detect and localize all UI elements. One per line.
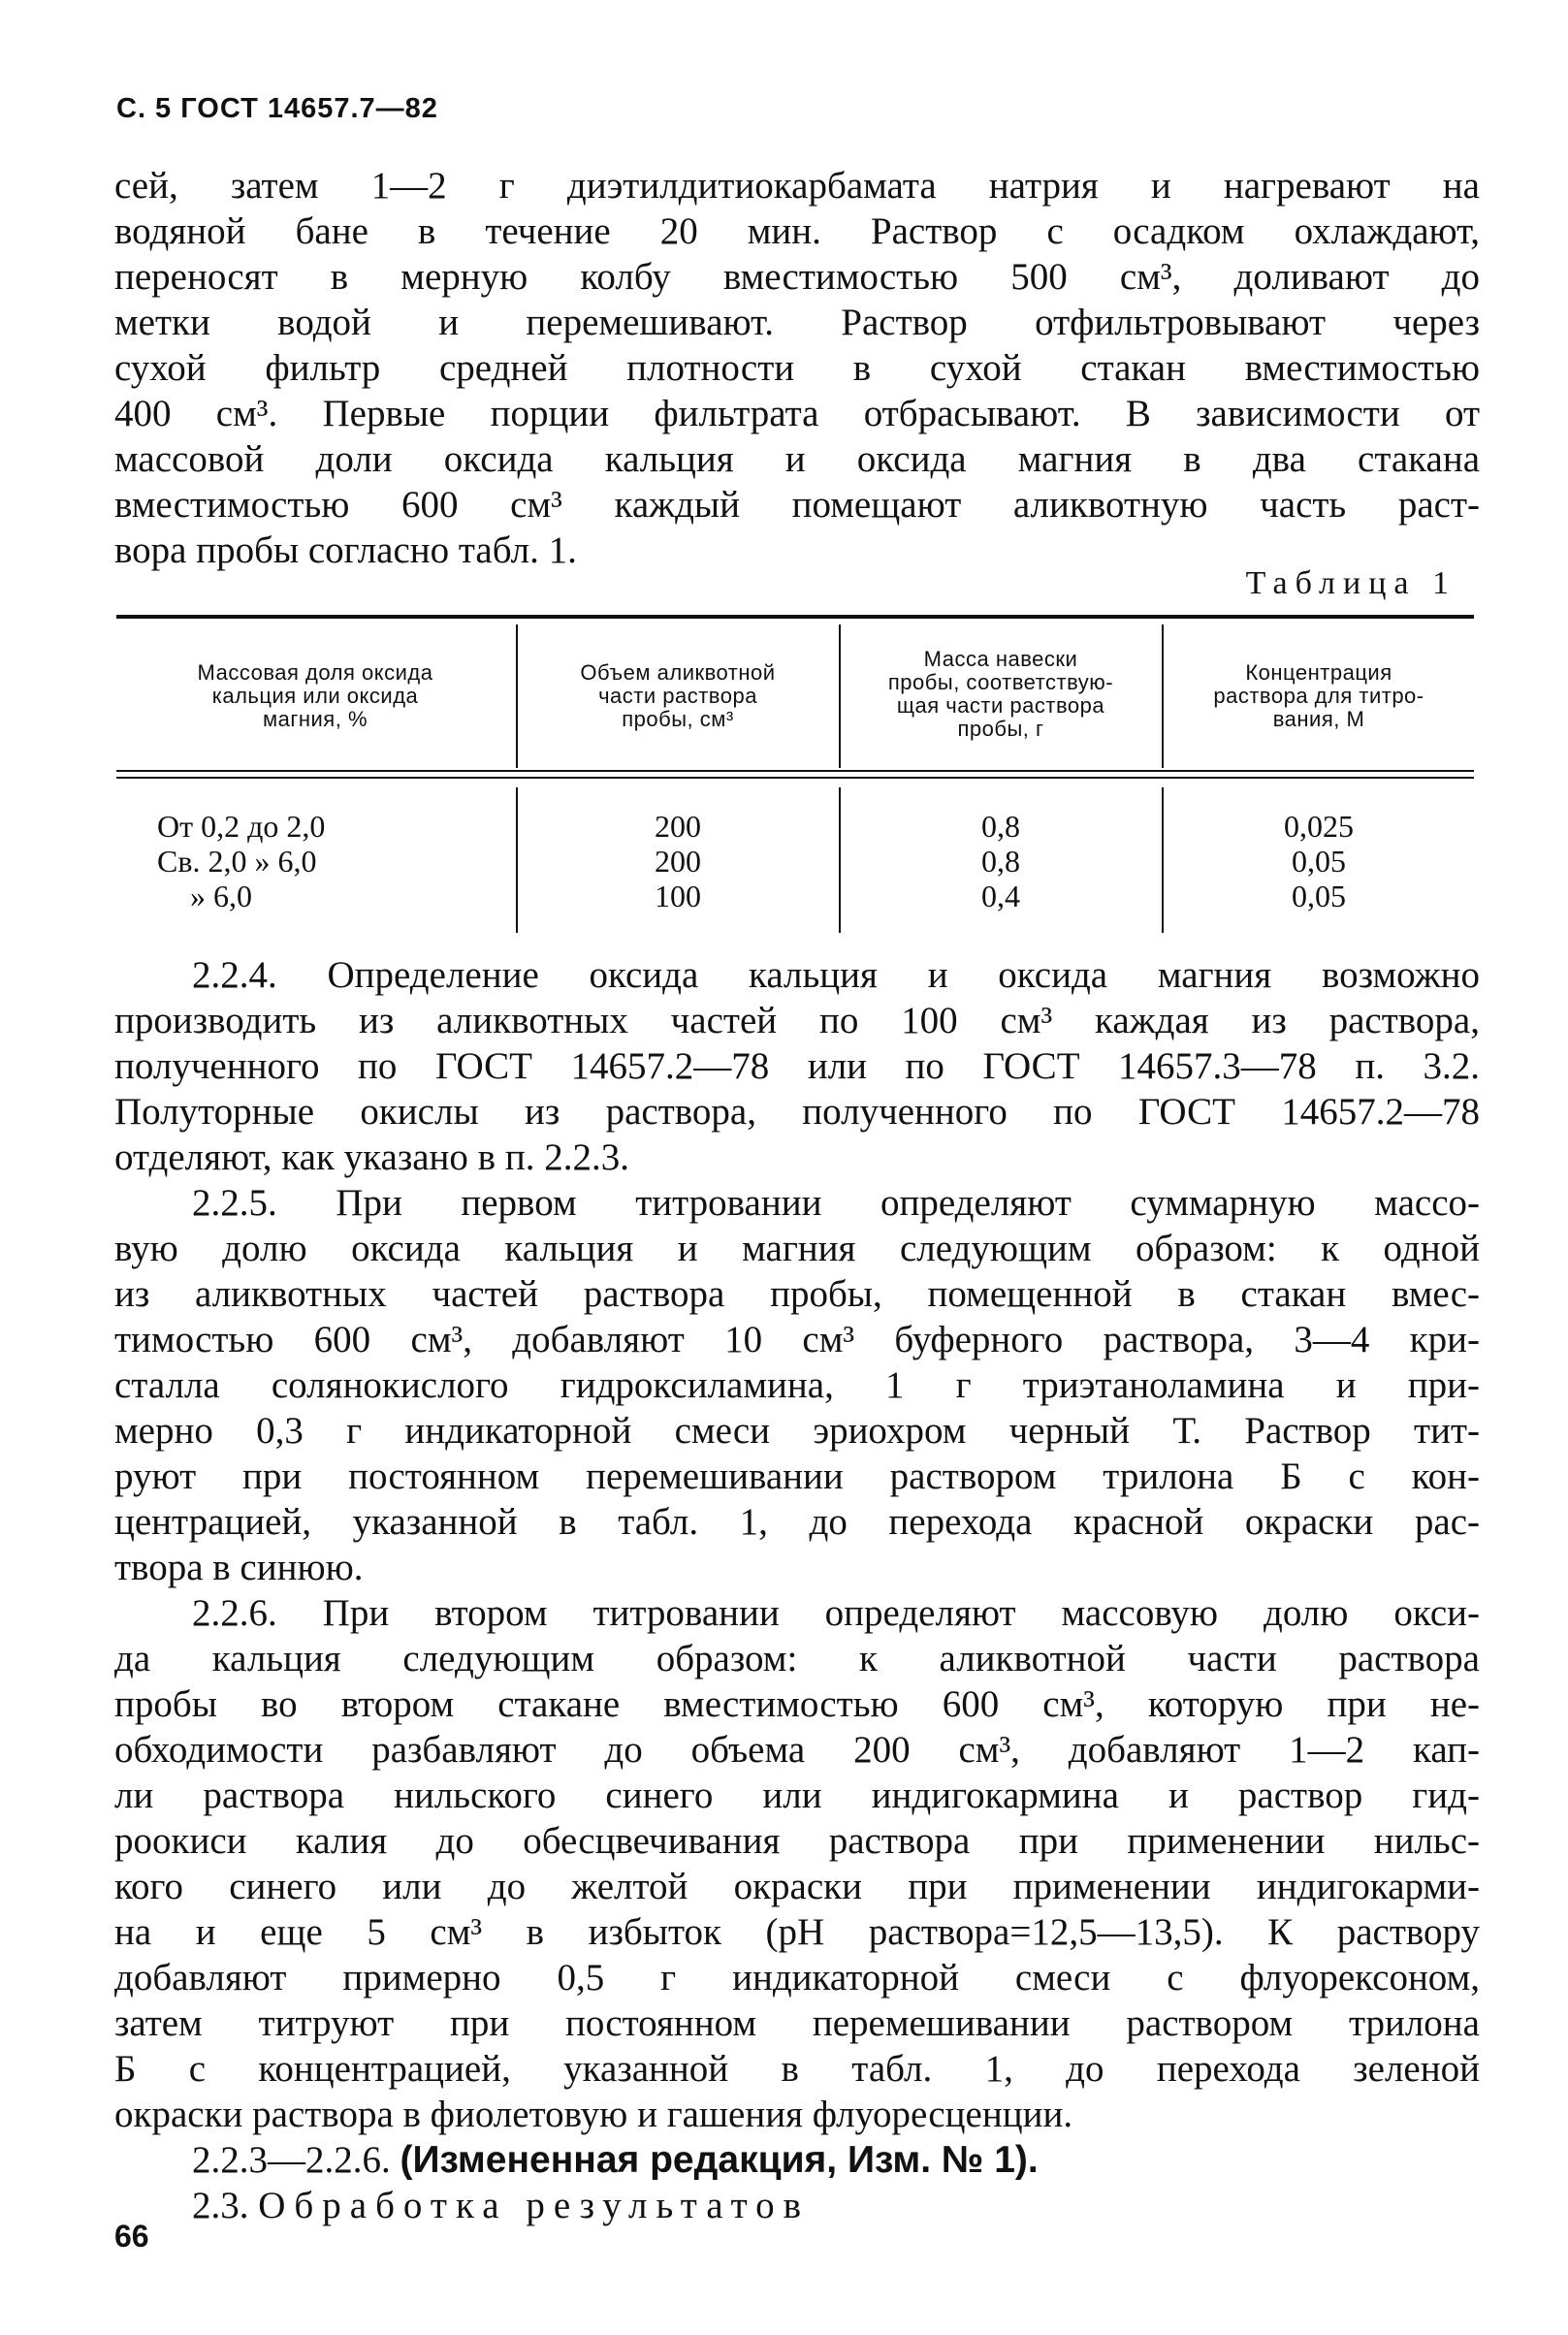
text-line: вместимостью 600 см³ каждый помещают аликвотную часть раст-	[114, 484, 1480, 526]
paragraph-2-2-4	[114, 952, 1480, 1180]
table-cell: 100	[655, 879, 701, 913]
header-line: части раствора	[598, 684, 757, 708]
text-line: ли раствора нильского синего или индигокармина и раствор гид-	[114, 1775, 1480, 1816]
text-line: затем титруют при постоянном перемешивании раствором трилона	[114, 2002, 1480, 2044]
text-line: отделяют, как указано в п. 2.2.3.	[114, 1136, 629, 1178]
text-line: роокиси калия до обесцвечивания раствора при применении нильс-	[114, 1820, 1480, 1862]
text-line: полученного по ГОСТ 14657.2—78 или по ГОСТ 14657.3—78 п. 3.2.	[114, 1045, 1480, 1087]
table-cell: 0,8	[981, 844, 1020, 879]
text-line: пробы во втором стакане вместимостью 600 см³, которую при не-	[114, 1683, 1480, 1725]
header-line: щая части раствора	[896, 693, 1105, 718]
paragraph-2-2-6	[114, 1590, 1480, 2137]
text-line: Полуторные окислы из раствора, полученного по ГОСТ 14657.2—78	[114, 1091, 1480, 1133]
page-number: 66	[114, 2219, 149, 2254]
text-line: вую долю оксида кальция и магния следующим образом: к одной	[114, 1228, 1480, 1269]
column-header-mass-fraction	[116, 661, 514, 731]
table-caption: Таблица 1	[1245, 565, 1456, 601]
text-line: 2.2.5. При первом титровании определяют суммарную массо-	[192, 1182, 1480, 1224]
text-line: производить из аликвотных частей по 100 см³ каждая из раствора,	[114, 1000, 1480, 1041]
text-line: 2.2.6. При втором титровании определяют массовую долю окси-	[192, 1592, 1480, 1634]
text-line: тимостью 600 см³, добавляют 10 см³ буферного раствора, 3—4 кри-	[114, 1319, 1480, 1360]
amendment-note	[114, 2137, 1480, 2183]
table-top-rule	[116, 615, 1474, 619]
column-header-sample-mass	[841, 648, 1161, 741]
header-line: Масса навески	[923, 647, 1078, 671]
table-cell: От 0,2 до 2,0	[157, 809, 326, 844]
text-line: сталла солянокислого гидроксиламина, 1 г триэтаноламина и при-	[114, 1364, 1480, 1406]
column-sample-mass	[841, 809, 1161, 913]
column-aliquot-volume	[518, 809, 838, 913]
column-header-aliquot-volume	[518, 661, 838, 731]
header-line: Концентрация	[1245, 660, 1392, 685]
text-line: переносят в мерную колбу вместимостью 500 см³, доливают до	[114, 256, 1480, 298]
text-line: обходимости разбавляют до объема 200 см³, добавляют 1—2 кап-	[114, 1729, 1480, 1771]
table-cell: 0,025	[1284, 809, 1354, 844]
amendment-label: (Измененная редакция, Изм. № 1).	[400, 2139, 1039, 2181]
header-line: магния, %	[262, 707, 368, 731]
text-line: сей, затем 1—2 г диэтилдитиокарбамата натрия и нагревают на	[114, 165, 1480, 207]
table-1	[116, 615, 1474, 935]
intro-paragraph	[114, 163, 1480, 573]
text-line: твора в синюю.	[114, 1547, 364, 1588]
text-line: из аликвотных частей раствора пробы, помещенной в стакан вмес-	[114, 1273, 1480, 1315]
section-2-3-heading	[114, 2183, 1480, 2228]
header-line: пробы, г	[957, 717, 1044, 741]
table-cell: 0,8	[981, 809, 1020, 844]
table-cell: Св. 2,0 » 6,0	[157, 844, 317, 879]
table-cell: 200	[655, 809, 701, 844]
section-title: Обработка результатов	[258, 2185, 811, 2226]
table-cell: » 6,0	[190, 879, 252, 913]
amendment-range: 2.2.3—2.2.6.	[192, 2139, 400, 2181]
text-line: вора пробы согласно табл. 1.	[114, 529, 577, 571]
header-line: Объем аликвотной	[580, 660, 776, 685]
header-rule-double	[116, 777, 1474, 779]
column-concentration	[1164, 809, 1474, 913]
column-mass-fraction	[157, 809, 325, 913]
page-header: С. 5 ГОСТ 14657.7—82	[116, 93, 438, 124]
text-line: мерно 0,3 г индикаторной смеси эриохром черный Т. Раствор тит-	[114, 1410, 1480, 1452]
header-line: пробы, см³	[622, 707, 734, 731]
header-line: раствора для титро-	[1213, 684, 1424, 708]
header-rule	[116, 770, 1474, 772]
text-line: кого синего или до желтой окраски при применении индигокарми-	[114, 1866, 1480, 1907]
text-line: окраски раствора в фиолетовую и гашения флуоресценции.	[114, 2094, 1073, 2135]
text-line: массовой доли оксида кальция и оксида магния в два стакана	[114, 438, 1480, 480]
text-line: центрацией, указанной в табл. 1, до перехода красной окраски рас-	[114, 1501, 1480, 1543]
text-line: на и еще 5 см³ в избыток (рН раствора=12,5—13,5). К раствору	[114, 1911, 1480, 1953]
header-line: Массовая доля оксида	[197, 660, 433, 685]
text-line: водяной бане в течение 20 мин. Раствор с осадком охлаждают,	[114, 210, 1480, 252]
section-number: 2.3.	[192, 2185, 259, 2226]
header-line: вания, М	[1272, 707, 1365, 731]
text-line: метки водой и перемешивают. Раствор отфильтровывают через	[114, 302, 1480, 343]
header-line: пробы, соответствую-	[887, 670, 1114, 694]
table-cell: 0,4	[981, 879, 1020, 913]
text-line	[114, 2183, 1480, 2228]
paragraph-2-2-5	[114, 1180, 1480, 1590]
text-line: 400 см³. Первые порции фильтрата отбрасывают. В зависимости от	[114, 393, 1480, 434]
text-line: руют при постоянном перемешивании раствором трилона Б с кон-	[114, 1455, 1480, 1497]
text-line: да кальция следующим образом: к аликвотной части раствора	[114, 1638, 1480, 1679]
text-line: сухой фильтр средней плотности в сухой стакан вместимостью	[114, 347, 1480, 389]
table-cell: 0,05	[1292, 879, 1346, 913]
table-cell: 200	[655, 844, 701, 879]
text-line: добавляют примерно 0,5 г индикаторной смеси с флуорексоном,	[114, 1957, 1480, 1999]
text-line: Б с концентрацией, указанной в табл. 1, до перехода зеленой	[114, 2048, 1480, 2090]
text-line	[114, 2137, 1480, 2183]
text-line: 2.2.4. Определение оксида кальция и оксида магния возможно	[192, 954, 1480, 996]
table-cell: 0,05	[1292, 844, 1346, 879]
header-line: кальция или оксида	[211, 684, 419, 708]
column-header-concentration	[1164, 661, 1474, 731]
